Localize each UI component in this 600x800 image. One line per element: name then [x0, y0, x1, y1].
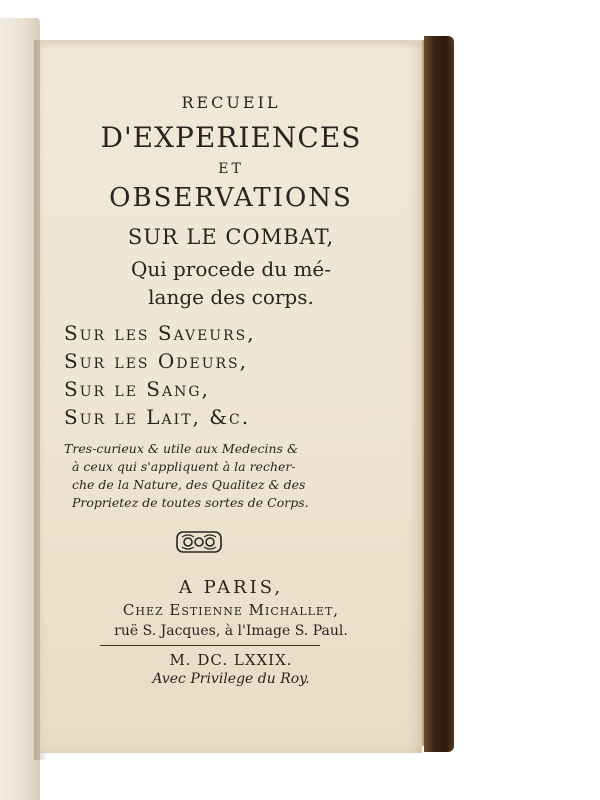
title-page [40, 40, 422, 753]
description-line1: Tres-curieux & utile aux Medecins & [64, 441, 299, 456]
imprint-place: A PARIS, [178, 577, 284, 598]
subtitle-line1: Qui procede du mé- [130, 257, 332, 281]
title-page-text [40, 41, 422, 753]
title-recueil: RECUEIL [181, 93, 281, 112]
title-experiences: D'EXPERIENCES [100, 121, 362, 154]
imprint-privilege: Avec Privilege du Roy. [152, 671, 310, 687]
subtitle-line2: lange des corps. [148, 285, 314, 309]
divider-rule [100, 645, 320, 646]
printers-ornament [176, 531, 222, 553]
imprint-year: M. DC. LXXIX. [169, 651, 293, 669]
leather-spine [424, 36, 454, 752]
title-et: ET [218, 161, 244, 177]
topic-lait: Sur le Lait, &c. [64, 405, 251, 429]
imprint-address: ruë S. Jacques, à l'Image S. Paul. [114, 623, 348, 639]
title-observations: OBSERVATIONS [109, 183, 353, 213]
imprint-publisher: Chez Estienne Michallet, [122, 601, 340, 619]
title-combat: SUR LE COMBAT, [127, 225, 335, 249]
topic-saveurs: Sur les Saveurs, [64, 321, 256, 345]
description-line4: Proprietez de toutes sortes de Corps. [72, 495, 309, 510]
description-line3: che de la Nature, des Qualitez & des [72, 477, 306, 492]
description-line2: à ceux qui s'appliquent à la recher- [72, 459, 296, 474]
topic-sang: Sur le Sang, [64, 377, 210, 401]
topic-odeurs: Sur les Odeurs, [64, 349, 248, 373]
